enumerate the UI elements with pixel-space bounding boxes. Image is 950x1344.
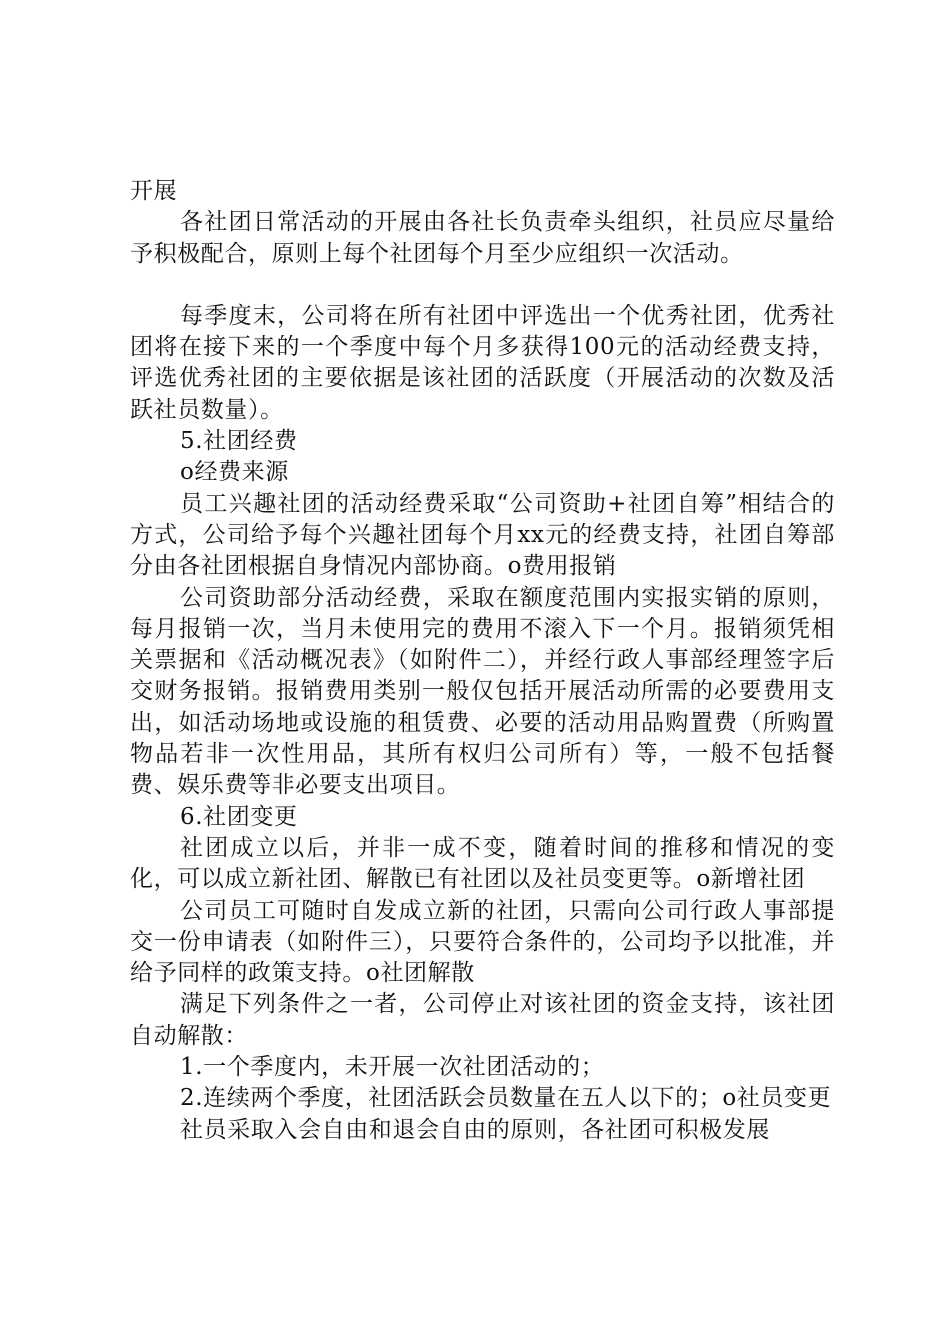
blank-line xyxy=(130,270,835,301)
paragraph: 公司资助部分活动经费，采取在额度范围内实报实销的原则，每月报销一次，当月未使用完的费用不滚入下一个月。报销须凭相关票据和《活动概况表》（如附件二），并经行政人事部经理签字后交财务报销。报销费用类别一般仅包括开展活动所需的必要费用支出，如活动场地或设施的租赁费、必要的活动用品购置费（所购置物品若非一次性用品，其所有权归公司所有）等，一般不包括餐费、娱乐费等非必要支出项目。 xyxy=(130,584,835,799)
section-heading: 6.社团变更 xyxy=(180,803,298,830)
subsection-heading: o经费来源 xyxy=(180,459,289,486)
list-item: 1.一个季度内，未开展一次社团活动的； xyxy=(180,1054,605,1081)
paragraph: 公司员工可随时自发成立新的社团，只需向公司行政人事部提交一份申请表（如附件三），只要符合条件的，公司均予以批准，并给予同样的政策支持。o社团解散 xyxy=(130,897,835,987)
paragraph: 各社团日常活动的开展由各社长负责牵头组织，社员应尽量给予积极配合，原则上每个社团每个月至少应组织一次活动。 xyxy=(130,209,835,267)
list-item: 2.连续两个季度，社团活跃会员数量在五人以下的；o社员变更 xyxy=(180,1085,832,1112)
document-body xyxy=(130,176,835,1146)
paragraph: 每季度末，公司将在所有社团中评选出一个优秀社团，优秀社团将在接下来的一个季度中每个月多获得100元的活动经费支持，评选优秀社团的主要依据是该社团的活跃度（开展活动的次数及活跃社员数量）。 xyxy=(130,302,835,423)
paragraph: 开展 xyxy=(130,178,178,204)
section-heading: 5.社团经费 xyxy=(180,428,298,455)
paragraph: 员工兴趣社团的活动经费采取“公司资助+社团自筹”相结合的方式，公司给予每个兴趣社团每个月xx元的经费支持，社团自筹部分由各社团根据自身情况内部协商。o费用报销 xyxy=(130,490,835,580)
paragraph: 社团成立以后，并非一成不变，随着时间的推移和情况的变化，可以成立新社团、解散已有社团以及社员变更等。o新增社团 xyxy=(130,834,835,893)
paragraph: 社员采取入会自由和退会自由的原则，各社团可积极发展 xyxy=(180,1116,770,1143)
paragraph: 满足下列条件之一者，公司停止对该社团的资金支持，该社团自动解散： xyxy=(130,991,835,1049)
